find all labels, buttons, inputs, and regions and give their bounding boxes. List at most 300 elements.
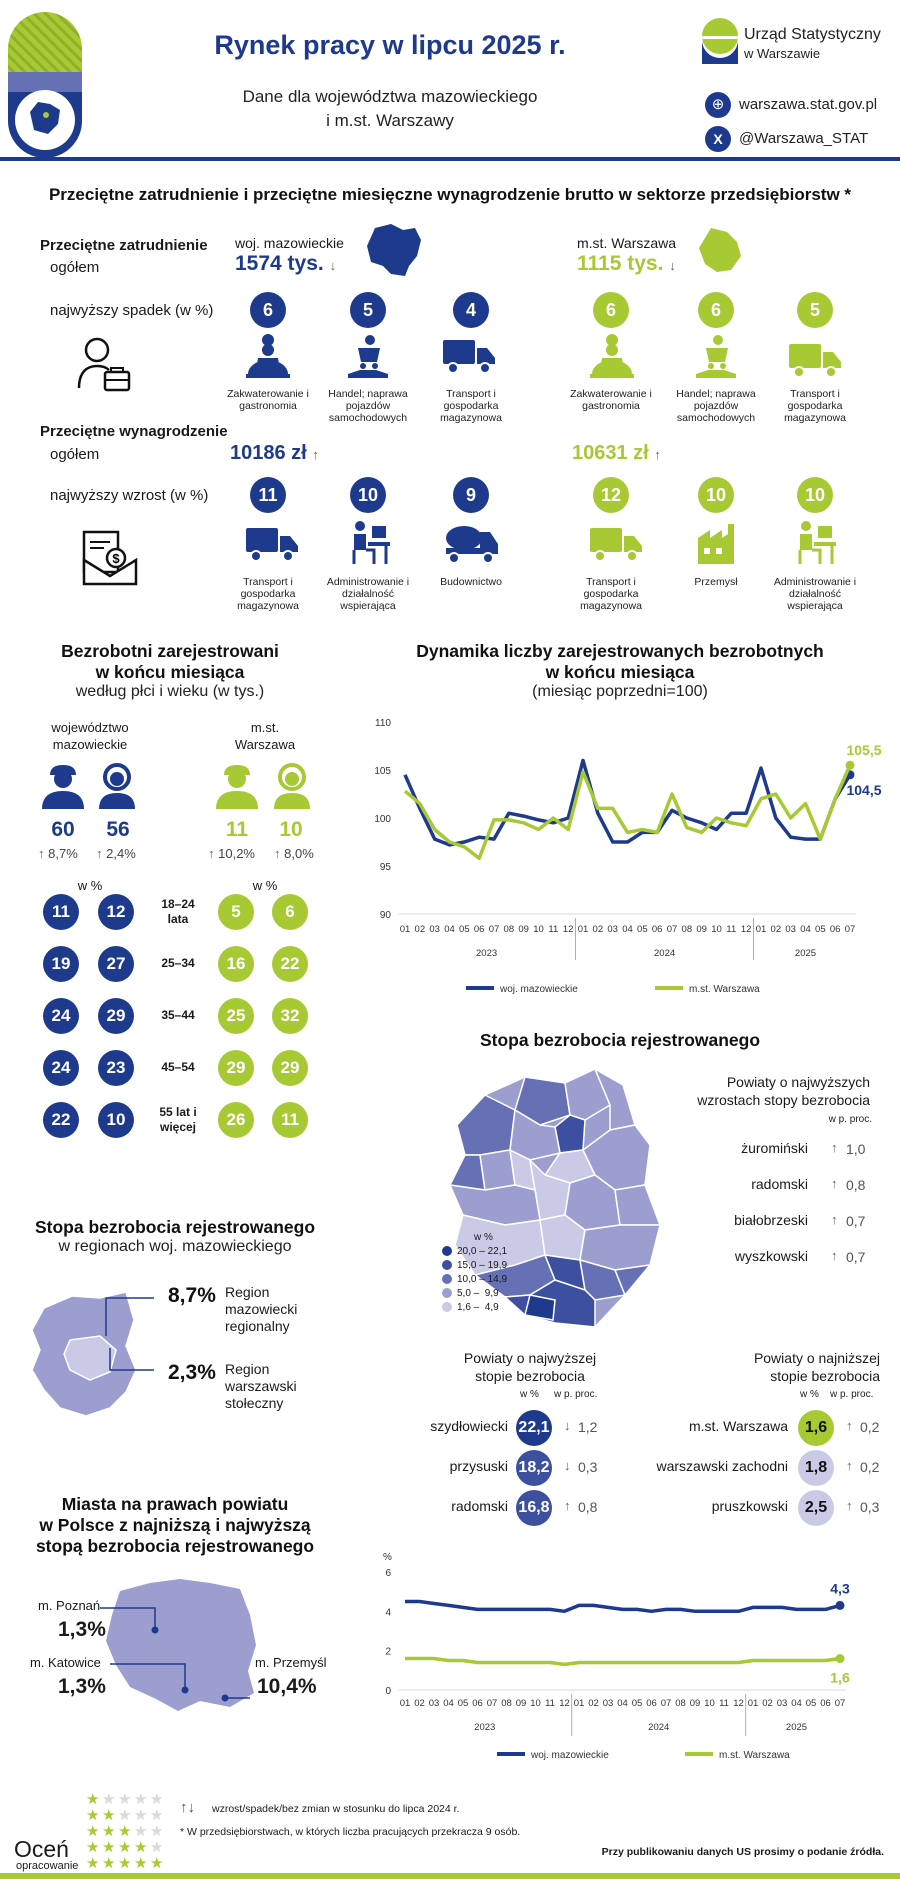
x-tick-label: 10 [530, 1698, 541, 1709]
voiv-growth-1-value: 11 [250, 477, 286, 513]
growth-value: 0,8 [846, 1177, 866, 1193]
voiv-growth-2-label: Administrowanie i działalność wspierająca [326, 576, 410, 612]
city-map-icon [697, 226, 743, 274]
x-tick-label: 07 [486, 1698, 498, 1709]
header-divider [0, 157, 900, 161]
age-voiv-men-value: 19 [43, 946, 79, 982]
katowice-value: 1,3% [58, 1675, 106, 1698]
star-icon: ★ [86, 1855, 100, 1872]
star-icon: ★ [150, 1791, 164, 1808]
map-legend-label: 20,0 – 22,1 [457, 1245, 508, 1257]
voiv-men-change-value: 8,7% [48, 846, 78, 861]
up-arrow-icon: ↑ [831, 1212, 838, 1227]
map-legend-swatch [442, 1260, 452, 1270]
year-label: 2023 [474, 1722, 496, 1733]
series-line-voiv [405, 1602, 840, 1612]
x-tick-label: 02 [770, 924, 782, 935]
up-arrow-icon: ↑ [312, 447, 319, 462]
y-tick-label: 90 [379, 910, 391, 921]
voiv-men-change [38, 846, 78, 861]
voiv-men-count: 60 [51, 818, 75, 841]
up-arrow-icon: ↑ [831, 1140, 838, 1155]
katowice-name: m. Katowice [30, 1655, 101, 1670]
voiv-women-change [96, 846, 136, 861]
city-growth-1-label: Transport i gospodarka magazynowa [580, 576, 642, 612]
up-arrow-icon: ↑ [208, 846, 215, 861]
map-legend-title: w % [474, 1232, 493, 1243]
star-icon: ★ [118, 1791, 132, 1808]
x-tick-label: 09 [696, 924, 707, 935]
star-icon: ★ [86, 1807, 100, 1824]
x-tick-label: 10 [533, 924, 544, 935]
age-group-label: 25–34 [161, 956, 195, 970]
pct-label-voiv: w % [77, 878, 103, 893]
city-growth-2-value: 10 [698, 477, 734, 513]
map-legend-swatch [442, 1302, 452, 1312]
x-tick-label: 01 [755, 924, 767, 935]
highest-title-line2: stopie bezrobocia [475, 1368, 585, 1384]
map-legend-swatch [442, 1274, 452, 1284]
x-tick-label: 04 [800, 924, 811, 935]
voiv-decline-3-value: 4 [453, 292, 489, 328]
age-group-label: 45–54 [161, 1060, 195, 1074]
voiv-growth-2-value: 10 [350, 477, 386, 513]
voiv-wage [230, 442, 319, 465]
x-tick-label: 06 [473, 924, 485, 935]
x-tick-label: 02 [762, 1698, 773, 1709]
growth-title-line2: wzrostach stopy bezrobocia [697, 1092, 870, 1108]
header-logo-graphic [8, 12, 82, 158]
x-tick-label: 04 [622, 924, 633, 935]
end-value-label: 104,5 [846, 781, 882, 798]
unemployed-dynamics-chart [350, 710, 882, 1020]
rating-stars[interactable] [86, 1792, 168, 1872]
header [0, 0, 900, 160]
website-link[interactable]: warszawa.stat.gov.pl [739, 96, 878, 113]
x-tick-label: 07 [660, 1698, 672, 1709]
person-briefcase-icon [75, 334, 133, 392]
cities-title-line1: Miasta na prawach powiatu [61, 1494, 289, 1514]
age-city-women-value: 22 [272, 946, 308, 982]
powiat-name: radomski [451, 1498, 508, 1514]
powiat-rate: 22,1 [516, 1410, 552, 1446]
age-voiv-men-value: 24 [43, 998, 79, 1034]
age-voiv-men-value: 24 [43, 1050, 79, 1086]
voiv-decline-2-value: 5 [350, 292, 386, 328]
year-label: 2025 [794, 948, 817, 959]
age-voiv-men-value: 11 [43, 894, 79, 930]
unemployed-title-line2: w końcu miesiąca [95, 662, 245, 682]
x-tick-label: 05 [459, 924, 470, 935]
map-legend-item [442, 1272, 542, 1286]
star-icon: ★ [86, 1839, 100, 1856]
x-tick-label: 02 [414, 1698, 425, 1709]
map-legend-label: 10,0 – 14,9 [457, 1273, 508, 1285]
age-city-men-value: 16 [218, 946, 254, 982]
city-decline-3-value: 5 [797, 292, 833, 328]
chart1-title-line1: Dynamika liczby zarejestrowanych bezrobotnych [416, 641, 824, 661]
voiv-women-count: 56 [106, 818, 130, 841]
city-decline-2-value: 6 [698, 292, 734, 328]
up-arrow-icon: ↑ [846, 1418, 853, 1433]
region2-value: 2,3% [168, 1361, 216, 1384]
office-worker-icon [346, 520, 392, 566]
year-label: 2023 [476, 948, 498, 959]
truck-icon [244, 524, 300, 564]
star-icon: ★ [86, 1791, 100, 1808]
up-down-arrows-icon: ↑↓ [180, 1799, 195, 1816]
growth-value: 1,0 [846, 1141, 866, 1157]
age-city-men-value: 26 [218, 1102, 254, 1138]
down-arrow-icon: ↓ [669, 258, 676, 273]
powiat-change: 0,2 [860, 1459, 880, 1475]
office-worker-icon [792, 520, 838, 566]
x-tick-label: 01 [573, 1698, 585, 1709]
age-city-women-value: 29 [272, 1050, 308, 1086]
star-icon: ★ [150, 1839, 164, 1856]
star-icon: ★ [134, 1807, 148, 1824]
star-icon: ★ [150, 1807, 164, 1824]
x-tick-label: 08 [503, 924, 515, 935]
growth-powiat-name: żuromiński [741, 1140, 808, 1156]
wage-label: Przeciętne wynagrodzenie [40, 423, 228, 440]
y-tick-label: 0 [385, 1686, 391, 1697]
cities-title-line3: stopą bezrobocia rejestrowanego [35, 1536, 315, 1556]
rate-label-line2[interactable]: opracowanie [16, 1860, 79, 1872]
x-tick-label: 07 [834, 1698, 846, 1709]
przemysl-name: m. Przemyśl [255, 1655, 327, 1670]
down-arrow-icon: ↓ [329, 258, 337, 273]
age-voiv-men-value: 22 [43, 1102, 79, 1138]
voiv-growth-3-label: Budownictwo [440, 576, 502, 588]
x-tick-label: 07 [488, 924, 500, 935]
up-arrow-icon: ↑ [846, 1498, 853, 1513]
age-voiv-women-value: 10 [98, 1102, 134, 1138]
x-tick-label: 05 [631, 1698, 643, 1709]
city-growth-3-label: Administrowanie i działalność wspierająca [773, 576, 857, 612]
x-tick-label: 03 [607, 924, 618, 935]
x-tick-label: 04 [791, 1698, 802, 1709]
x-tick-label: 01 [577, 924, 589, 935]
salary-envelope-icon [80, 528, 138, 586]
section1-title: Przeciętne zatrudnienie i przeciętne miesięczne wynagrodzenie brutto w sektorze przedsiębiorstw * [48, 185, 852, 204]
star-icon: ★ [134, 1791, 148, 1808]
x-tick-label: 05 [815, 924, 826, 935]
x-tick-label: 11 [548, 924, 559, 935]
voiv-map-icon [365, 222, 423, 278]
woman-icon [97, 763, 137, 809]
map-legend-label: 1,6 – 4,9 [457, 1301, 499, 1313]
x-tick-label: 03 [428, 1698, 440, 1709]
x-tick-label: 08 [501, 1698, 512, 1709]
growth-title-line1: Powiaty o najwyższych [726, 1074, 870, 1090]
city-decline-1-value: 6 [593, 292, 629, 328]
city-wage [572, 442, 661, 465]
x-tick-label: 05 [637, 924, 648, 935]
decline-label: najwyższy spadek (w %) [50, 302, 214, 319]
star-icon: ★ [102, 1855, 116, 1872]
source-note: Przy publikowaniu danych US prosimy o podanie źródła. [601, 1846, 884, 1858]
up-arrow-icon: ↑ [38, 846, 45, 861]
city-employment [577, 252, 676, 276]
org-name-line2: w Warszawie [744, 46, 821, 61]
x-tick-label: 04 [444, 924, 455, 935]
x-tick-label: 12 [559, 1698, 570, 1709]
data-point [836, 1654, 845, 1663]
trade-icon [692, 334, 740, 380]
cities-title-line2: w Polsce z najniższą i najwyższą [39, 1515, 311, 1535]
data-point [846, 761, 855, 770]
regions-leader-lines [90, 1290, 160, 1390]
age-group-label: 55 lat i więcej [159, 1105, 197, 1134]
city-growth-2-label: Przemysł [694, 576, 738, 588]
factory-icon [694, 520, 740, 566]
x-tick-label: 10 [704, 1698, 715, 1709]
growth-label: najwyższy wzrost (w %) [50, 487, 209, 504]
x-tick-label: 09 [515, 1698, 527, 1709]
highest-title-line1: Powiaty o najwyższej [463, 1350, 597, 1366]
poznan-value: 1,3% [58, 1618, 106, 1641]
powiat-change: 0,3 [860, 1499, 880, 1515]
x-tick-label: 01 [399, 924, 411, 935]
x-tick-label: 03 [785, 924, 796, 935]
star-icon: ★ [150, 1823, 164, 1840]
x-tick-label: 09 [518, 924, 529, 935]
star-note: * W przedsiębiorstwach, w których liczba pracujących przekracza 9 osób. [180, 1826, 521, 1838]
chart1-title-line2: w końcu miesiąca [545, 662, 695, 682]
y-tick-label: 2 [385, 1646, 391, 1658]
lowest-title-line2: stopie bezrobocia [770, 1368, 880, 1384]
x-tick-label: 07 [844, 924, 856, 935]
star-icon: ★ [102, 1839, 116, 1856]
unemployed-subtitle: według płci i wieku (w tys.) [75, 683, 265, 700]
truck-icon [588, 524, 644, 564]
x-tick-label: 04 [443, 1698, 454, 1709]
age-voiv-women-value: 29 [98, 998, 134, 1034]
x-tick-label: 11 [545, 1698, 555, 1709]
twitter-link[interactable]: @Warszawa_STAT [739, 130, 869, 147]
age-group-label: 35–44 [161, 1008, 195, 1022]
end-value-label: 4,3 [830, 1580, 850, 1597]
city-wage-value: 10631 zł [572, 442, 649, 464]
city-men-change-value: 10,2% [218, 846, 255, 861]
y-tick-label: 100 [374, 814, 391, 825]
city-growth-3-value: 10 [797, 477, 833, 513]
city-employment-value: 1115 tys. [577, 252, 664, 275]
svg-text:$: $ [112, 551, 120, 566]
x-tick-label: 02 [588, 1698, 599, 1709]
x-tick-label: 01 [399, 1698, 411, 1709]
map-legend-swatch [442, 1288, 452, 1298]
voiv-growth-3-value: 9 [453, 477, 489, 513]
map-legend-label: 5,0 – 9,9 [457, 1287, 499, 1299]
x-tick-label: 03 [602, 1698, 614, 1709]
lowest-unit-pct: w % [800, 1389, 819, 1400]
voiv-wage-value: 10186 zł [230, 442, 307, 464]
x-tick-label: 06 [651, 924, 663, 935]
map-legend-label: 15,0 – 19,9 [457, 1259, 508, 1271]
rate-map-title: Stopa bezrobocia rejestrowanego [479, 1030, 761, 1050]
powiat-rate: 18,2 [516, 1450, 552, 1486]
up-arrow-icon: ↑ [831, 1176, 838, 1191]
age-city-men-value: 29 [218, 1050, 254, 1086]
city-women-count: 10 [279, 818, 303, 841]
x-tick-label: 03 [776, 1698, 788, 1709]
lowest-title-line1: Powiaty o najniższej [753, 1350, 880, 1366]
x-tick-label: 12 [740, 924, 752, 935]
x-tick-label: 12 [733, 1698, 744, 1709]
star-icon: ★ [118, 1855, 132, 1872]
city-men-count: 11 [225, 818, 249, 841]
x-tick-label: 10 [711, 924, 722, 935]
city-growth-1-value: 12 [593, 477, 629, 513]
map-legend-item [442, 1300, 542, 1314]
voiv-employment [235, 252, 336, 276]
y-tick-label: 110 [375, 718, 391, 729]
x-tick-label: 06 [820, 1698, 831, 1709]
growth-value: 0,7 [846, 1249, 866, 1265]
star-icon: ★ [102, 1791, 116, 1808]
powiat-rate: 1,8 [798, 1450, 834, 1486]
page-subtitle-line2: i m.st. Warszawy [326, 111, 454, 130]
man-icon [214, 763, 260, 809]
region1-line1: Region [225, 1284, 270, 1300]
legend-label-voiv: woj. mazowieckie [531, 1750, 609, 1761]
x-tick-label: 03 [429, 924, 440, 935]
footer-bar [0, 1873, 900, 1879]
x-tick-label: 02 [414, 924, 426, 935]
y-tick-label: 105 [374, 766, 391, 777]
voiv-decline-3-label: Transport i gospodarka magazynowa [440, 388, 502, 424]
x-twitter-icon: X [705, 126, 731, 152]
city-name: m.st. Warszawa [577, 235, 677, 251]
org-name-line1: Urząd Statystyczny [744, 26, 881, 43]
region2-line3: stołeczny [225, 1395, 284, 1411]
x-tick-label: 06 [472, 1698, 483, 1709]
star-icon: ★ [102, 1823, 116, 1840]
city-decline-3-label: Transport i gospodarka magazynowa [784, 388, 846, 424]
y-tick-label: 4 [385, 1607, 391, 1619]
trade-icon [344, 334, 392, 380]
przemysl-value: 10,4% [257, 1675, 317, 1698]
star-icon: ★ [118, 1823, 132, 1840]
age-city-women-value: 6 [272, 894, 308, 930]
legend-label-voiv: woj. mazowieckie [500, 984, 578, 995]
unemployed-voiv-label-2: mazowieckie [52, 737, 128, 752]
x-tick-label: 06 [646, 1698, 657, 1709]
powiat-name: przysuski [449, 1458, 508, 1474]
powiat-name: pruszkowski [711, 1498, 788, 1514]
data-point [836, 1601, 845, 1610]
regions-title-line2: w regionach woj. mazowieckiego [58, 1238, 292, 1255]
x-tick-label: 08 [675, 1698, 686, 1709]
x-tick-label: 04 [617, 1698, 628, 1709]
chart1-subtitle: (miesiąc poprzedni=100) [532, 683, 708, 700]
voiv-decline-2-label: Handel; naprawa pojazdów samochodowych [328, 388, 408, 424]
up-arrow-icon: ↑ [274, 846, 281, 861]
x-tick-label: 01 [747, 1698, 759, 1709]
voiv-decline-1-value: 6 [250, 292, 286, 328]
growth-unit: w p. proc. [828, 1114, 872, 1125]
voiv-growth-1-label: Transport i gospodarka magazynowa [237, 576, 299, 612]
chef-icon [588, 334, 636, 380]
growth-value: 0,7 [846, 1213, 866, 1229]
city-women-change [274, 846, 314, 861]
powiat-rate: 16,8 [516, 1490, 552, 1526]
x-tick-label: 09 [689, 1698, 701, 1709]
star-icon: ★ [150, 1855, 164, 1872]
rate-label-line1[interactable]: Oceń [14, 1836, 69, 1862]
star-icon: ★ [86, 1823, 100, 1840]
series-line-city [405, 1659, 840, 1665]
x-tick-label: 02 [592, 924, 604, 935]
chef-icon [244, 334, 292, 380]
growth-powiat-name: wyszkowski [734, 1248, 808, 1264]
up-arrow-icon: ↑ [846, 1458, 853, 1473]
x-tick-label: 12 [562, 924, 574, 935]
employment-label: Przeciętne zatrudnienie [40, 237, 208, 254]
series-line-city [405, 765, 850, 858]
powiat-change: 0,2 [860, 1419, 880, 1435]
legend-label-city: m.st. Warszawa [719, 1750, 790, 1761]
regions-title-line1: Stopa bezrobocia rejestrowanego [34, 1217, 316, 1237]
down-arrow-icon: ↓ [564, 1418, 571, 1433]
x-tick-label: 08 [681, 924, 693, 935]
powiat-name: m.st. Warszawa [688, 1418, 788, 1434]
powiat-rate: 1,6 [798, 1410, 834, 1446]
year-label: 2024 [648, 1722, 670, 1733]
page-subtitle-line1: Dane dla województwa mazowieckiego [242, 87, 538, 106]
map-legend-swatch [442, 1246, 452, 1256]
powiat-change: 0,3 [578, 1459, 598, 1475]
wage-total-label: ogółem [50, 446, 100, 463]
unemployed-title-line1: Bezrobotni zarejestrowani [61, 641, 279, 661]
unemployed-voiv-label-1: województwo [51, 720, 129, 735]
powiat-rate: 2,5 [798, 1490, 834, 1526]
lowest-unit-pp: w p. proc. [830, 1389, 874, 1400]
highest-unit-pct: w % [520, 1389, 539, 1400]
arrow-note: wzrost/spadek/bez zmian w stosunku do lipca 2024 r. [212, 1803, 460, 1815]
powiat-name: warszawski zachodni [656, 1458, 788, 1474]
age-voiv-women-value: 27 [98, 946, 134, 982]
up-arrow-icon: ↑ [96, 846, 103, 861]
legend-label-city: m.st. Warszawa [689, 984, 760, 995]
city-men-change [208, 846, 255, 861]
page-title: Rynek pracy w lipcu 2025 r. [214, 30, 566, 60]
region1-line3: regionalny [225, 1318, 290, 1334]
unemployed-city-label-2: Warszawa [234, 737, 296, 752]
map-legend-item [442, 1244, 542, 1258]
up-arrow-icon: ↑ [831, 1248, 838, 1263]
voiv-name: woj. mazowieckie [235, 235, 344, 251]
truck-icon [441, 336, 497, 376]
down-arrow-icon: ↓ [564, 1458, 571, 1473]
year-label: 2024 [654, 948, 676, 959]
star-icon: ★ [134, 1823, 148, 1840]
age-city-men-value: 25 [218, 998, 254, 1034]
age-city-men-value: 5 [218, 894, 254, 930]
x-tick-label: 07 [666, 924, 678, 935]
star-icon: ★ [118, 1839, 132, 1856]
voiv-decline-1-label: Zakwaterowanie i gastronomia [227, 388, 309, 412]
region1-value: 8,7% [168, 1284, 216, 1307]
region1-line2: mazowiecki [225, 1301, 298, 1317]
unemployment-rate-chart [370, 1540, 870, 1770]
x-tick-label: 11 [726, 924, 737, 935]
voiv-employment-value: 1574 tys. [235, 252, 324, 275]
x-tick-label: 05 [457, 1698, 469, 1709]
powiat-change: 0,8 [578, 1499, 598, 1515]
